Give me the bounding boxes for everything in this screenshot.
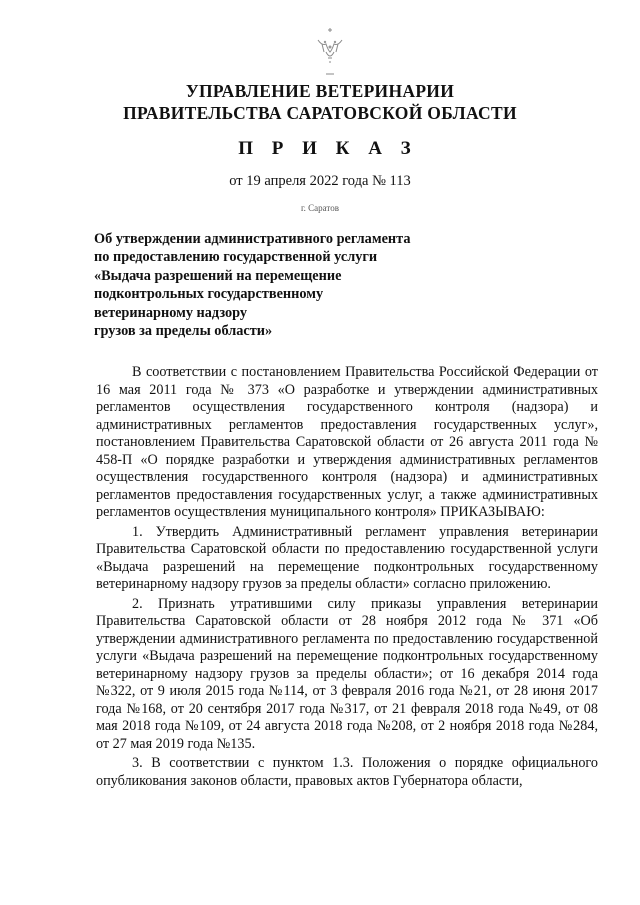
document-title: П Р И К А З [238, 138, 418, 159]
subject-line: грузов за пределы области» [94, 323, 273, 340]
preamble-paragraph: В соответствии с постановлением Правительства Российской Федерации от 16 мая 2011 года № 373 «О разработке и утверждении административных регламентов осуществления государственного контроля (надзора) и административных регламентов предоставления государственных услуг», постановлением Правительства Саратовской области от 26 августа 2011 года № 458-П «О порядке разработки и утверждения административных регламентов осуществления государственного контроля (надзора) и административных регламентов предоставления государственных услуг, а также административных регламентов осуществления муниципального контроля» ПРИКАЗЫВАЮ: [96, 364, 598, 520]
subject-line: подконтрольных государственному [94, 286, 324, 303]
subject-line: Об утверждении административного регламента [94, 231, 411, 247]
organization-name-line1: УПРАВЛЕНИЕ ВЕТЕРИНАРИИ [185, 81, 455, 101]
order-date-number: от 19 апреля 2022 года № 113 [229, 173, 411, 189]
clause-paragraph-1: 1. Утвердить Административный регламент управления ветеринарии Правительства Саратовской области по предоставлению государственной услуги «Выдача разрешений на перемещение подконтрольных государственному ветеринарному надзору грузов за пределы области» согласно приложению. [96, 523, 598, 592]
coat-of-arms-emblem-icon [308, 22, 352, 78]
organization-name-line2: ПРАВИТЕЛЬСТВА САРАТОВСКОЙ ОБЛАСТИ [123, 103, 517, 123]
subject-line: по предоставлению государственной услуги [94, 249, 378, 266]
clause-paragraph-2: 2. Признать утратившими силу приказы управления ветеринарии Правительства Саратовской области от 28 ноября 2012 года № 371 «Об утверждении административного регламента по предоставлению государственной услуги «Выдача разрешений на перемещение подконтрольных государственному ветеринарному надзору грузов за пределы области»; от 16 декабря 2014 года №322, от 9 июля 2015 года №114, от 3 февраля 2016 года №21, от 28 июня 2017 года №168, от 20 сентября 2017 года №317, от 21 февраля 2018 года №49, от 08 мая 2018 года №109, от 24 августа 2018 года №208, от 2 ноября 2018 года №284, от 27 мая 2019 года №135. [96, 595, 598, 752]
city-name: г. Саратов [301, 203, 339, 213]
order-body [96, 364, 598, 792]
subject-line: ветеринарному надзору [94, 304, 248, 321]
clause-paragraph-3: 3. В соответствии с пунктом 1.3. Положения о порядке официального опубликования законов области, правовых актов Губернатора области, [96, 755, 598, 789]
subject-line: «Выдача разрешений на перемещение [94, 267, 342, 284]
order-subject [94, 230, 514, 340]
